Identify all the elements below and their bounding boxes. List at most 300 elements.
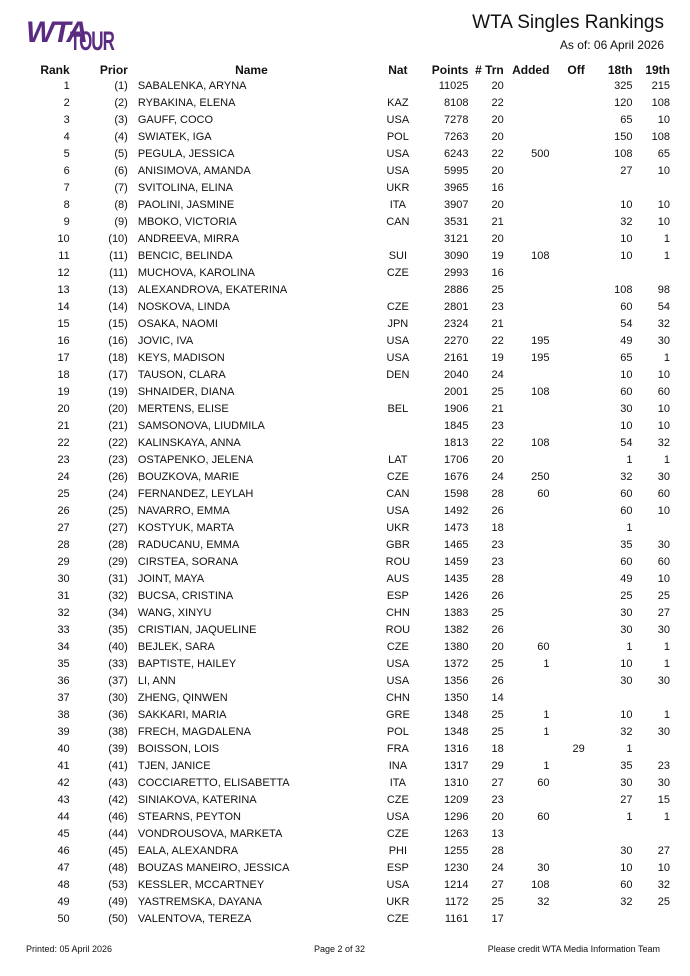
cell-player-name: BOISSON, LOIS xyxy=(137,742,220,755)
cell-off xyxy=(549,77,584,94)
cell-18th: 10 xyxy=(620,368,633,381)
cell-tournaments: 20 xyxy=(491,640,504,653)
cell-added: 108 xyxy=(531,436,550,449)
rankings-table xyxy=(24,62,670,927)
cell-points: 1161 xyxy=(444,912,469,925)
cell-added: 108 xyxy=(531,385,550,398)
table-row xyxy=(24,179,670,196)
cell-19th: 10 xyxy=(657,861,670,874)
cell-18th: 60 xyxy=(620,487,633,500)
cell-prior-rank: (50) xyxy=(108,912,128,925)
cell-points: 1706 xyxy=(443,453,469,466)
cell-18th: 1 xyxy=(626,640,633,653)
table-row xyxy=(24,553,670,570)
cell-rank: 11 xyxy=(58,249,70,262)
cell-player-name: WANG, XINYU xyxy=(137,606,212,619)
cell-prior-rank: (37) xyxy=(108,674,128,687)
cell-off xyxy=(549,638,584,655)
cell-19th: 1 xyxy=(663,249,670,262)
cell-tournaments: 23 xyxy=(491,300,504,313)
cell-19th: 27 xyxy=(657,844,670,857)
wta-tour-logo-mark xyxy=(26,10,114,56)
table-row xyxy=(24,128,670,145)
cell-off xyxy=(549,417,584,434)
wta-tour-logo xyxy=(26,10,114,56)
cell-rank: 19 xyxy=(57,385,70,398)
table-row xyxy=(24,859,670,876)
cell-nationality xyxy=(375,383,421,400)
cell-player-name: OSAKA, NAOMI xyxy=(137,317,218,330)
table-row xyxy=(24,621,670,638)
as-of-date: As of: 06 April 2026 xyxy=(559,38,664,52)
cell-rank: 27 xyxy=(57,521,70,534)
cell-tournaments: 27 xyxy=(491,878,504,891)
cell-nationality: ITA xyxy=(389,776,406,789)
cell-tournaments: 20 xyxy=(491,198,504,211)
cell-added xyxy=(504,400,550,417)
cell-18th: 35 xyxy=(620,759,633,772)
cell-19th: 60 xyxy=(657,487,670,500)
cell-player-name: ANDREEVA, MIRRA xyxy=(137,232,240,245)
cell-nationality: LAT xyxy=(388,453,408,466)
cell-18th: 65 xyxy=(620,113,633,126)
cell-prior-rank: (22) xyxy=(108,436,128,449)
cell-19th: 27 xyxy=(657,606,670,619)
cell-18th: 60 xyxy=(620,504,633,517)
cell-tournaments: 25 xyxy=(491,606,504,619)
cell-off xyxy=(549,757,584,774)
cell-19th: 60 xyxy=(657,555,670,568)
cell-points: 1316 xyxy=(443,742,469,755)
cell-added xyxy=(504,417,550,434)
cell-added xyxy=(504,825,550,842)
cell-tournaments: 20 xyxy=(491,164,504,177)
cell-points: 1383 xyxy=(443,606,469,619)
cell-tournaments: 20 xyxy=(491,113,504,126)
cell-points: 2993 xyxy=(443,266,469,279)
cell-nationality xyxy=(375,77,421,94)
cell-tournaments: 25 xyxy=(491,385,504,398)
cell-added xyxy=(504,128,550,145)
cell-nationality: CHN xyxy=(385,691,410,704)
cell-rank: 1 xyxy=(63,79,70,92)
cell-off xyxy=(549,774,584,791)
cell-19th: 1 xyxy=(663,453,670,466)
cell-prior-rank: (17) xyxy=(108,368,128,381)
cell-rank: 33 xyxy=(57,623,70,636)
cell-added xyxy=(504,94,550,111)
cell-prior-rank: (44) xyxy=(108,827,128,840)
cell-points: 1459 xyxy=(443,555,469,568)
cell-prior-rank: (46) xyxy=(108,810,128,823)
cell-points: 1348 xyxy=(443,708,469,721)
cell-points: 1350 xyxy=(443,691,469,704)
cell-nationality: GBR xyxy=(385,538,410,551)
cell-off xyxy=(549,910,584,927)
cell-rank: 18 xyxy=(57,368,70,381)
cell-off xyxy=(549,281,584,298)
cell-rank: 34 xyxy=(57,640,70,653)
cell-prior-rank: (14) xyxy=(108,300,128,313)
col-header-tournaments: # Trn xyxy=(475,62,504,77)
cell-nationality: ROU xyxy=(385,555,411,568)
cell-added xyxy=(504,264,550,281)
cell-added xyxy=(504,689,550,706)
cell-added: 60 xyxy=(537,487,550,500)
cell-18th: 35 xyxy=(620,538,633,551)
cell-off xyxy=(549,859,584,876)
cell-18th: 30 xyxy=(620,402,633,415)
cell-nationality: ESP xyxy=(386,861,409,874)
cell-added: 60 xyxy=(537,810,550,823)
cell-18th: 30 xyxy=(620,844,633,857)
cell-added xyxy=(504,502,550,519)
svg-text:TOUR: TOUR xyxy=(70,24,114,56)
svg-text:WTA: WTA xyxy=(26,16,87,49)
table-row xyxy=(24,638,670,655)
cell-off xyxy=(549,689,584,706)
cell-player-name: TJEN, JANICE xyxy=(137,759,211,772)
cell-tournaments: 28 xyxy=(491,572,504,585)
cell-rank: 3 xyxy=(63,113,70,126)
cell-player-name: NAVARRO, EMMA xyxy=(137,504,230,517)
cell-18th xyxy=(585,179,633,196)
cell-player-name: BAPTISTE, HAILEY xyxy=(137,657,237,670)
cell-19th: 30 xyxy=(657,623,670,636)
cell-added xyxy=(504,196,550,213)
table-row xyxy=(24,315,670,332)
table-row xyxy=(24,383,670,400)
cell-player-name: VALENTOVA, TEREZA xyxy=(137,912,252,925)
cell-nationality: UKR xyxy=(386,181,410,194)
cell-points: 1906 xyxy=(443,402,469,415)
cell-off xyxy=(549,349,584,366)
table-row xyxy=(24,825,670,842)
page-number: Page 2 of 32 xyxy=(314,944,366,954)
printed-date: Printed: 05 April 2026 xyxy=(26,944,113,954)
cell-nationality: USA xyxy=(386,351,410,364)
cell-player-name: SABALENKA, ARYNA xyxy=(137,79,247,92)
table-row xyxy=(24,604,670,621)
table-row xyxy=(24,536,670,553)
cell-added: 108 xyxy=(531,878,550,891)
col-header-nat: Nat xyxy=(388,62,408,77)
cell-points: 1465 xyxy=(443,538,469,551)
cell-prior-rank: (48) xyxy=(108,861,128,874)
table-row xyxy=(24,791,670,808)
cell-tournaments: 22 xyxy=(491,334,504,347)
cell-tournaments: 26 xyxy=(491,504,504,517)
cell-prior-rank: (3) xyxy=(114,113,128,126)
cell-points: 1598 xyxy=(443,487,469,500)
cell-18th: 27 xyxy=(620,164,633,177)
cell-points: 1492 xyxy=(443,504,469,517)
cell-nationality: USA xyxy=(386,674,410,687)
cell-added xyxy=(504,162,550,179)
cell-player-name: CRISTIAN, JAQUELINE xyxy=(137,623,257,636)
cell-player-name: MUCHOVA, KAROLINA xyxy=(137,266,255,279)
cell-off xyxy=(549,655,584,672)
cell-prior-rank: (39) xyxy=(108,742,128,755)
cell-rank: 12 xyxy=(57,266,70,279)
cell-points: 2324 xyxy=(443,317,469,330)
cell-points: 3121 xyxy=(443,232,469,245)
cell-18th: 32 xyxy=(620,470,633,483)
cell-off: 29 xyxy=(572,742,585,755)
cell-rank: 35 xyxy=(57,657,70,670)
cell-rank: 6 xyxy=(63,164,70,177)
cell-off xyxy=(549,128,584,145)
table-row xyxy=(24,366,670,383)
cell-tournaments: 24 xyxy=(491,470,504,483)
cell-points: 8108 xyxy=(443,96,469,109)
cell-points: 1317 xyxy=(443,759,469,772)
cell-nationality: BEL xyxy=(387,402,409,415)
cell-19th: 32 xyxy=(657,436,670,449)
cell-rank: 24 xyxy=(57,470,70,483)
cell-off xyxy=(549,264,584,281)
cell-18th: 27 xyxy=(620,793,633,806)
cell-points: 1263 xyxy=(443,827,469,840)
cell-19th: 108 xyxy=(651,130,670,143)
cell-prior-rank: (34) xyxy=(108,606,128,619)
cell-player-name: BENCIC, BELINDA xyxy=(137,249,233,262)
cell-player-name: VONDROUSOVA, MARKETA xyxy=(137,827,283,840)
cell-18th: 10 xyxy=(620,708,633,721)
cell-player-name: KOSTYUK, MARTA xyxy=(137,521,235,534)
cell-18th: 32 xyxy=(620,725,633,738)
cell-player-name: KEYS, MADISON xyxy=(137,351,225,364)
cell-18th: 30 xyxy=(620,776,633,789)
cell-19th: 215 xyxy=(651,79,670,92)
cell-player-name: FRECH, MAGDALENA xyxy=(137,725,251,738)
cell-19th: 25 xyxy=(657,895,670,908)
table-row xyxy=(24,757,670,774)
cell-prior-rank: (18) xyxy=(108,351,128,364)
table-row xyxy=(24,842,670,859)
cell-19th: 1 xyxy=(663,232,670,245)
cell-nationality: CAN xyxy=(386,215,410,228)
cell-nationality: ITA xyxy=(389,198,406,211)
cell-tournaments: 13 xyxy=(491,827,504,840)
col-header-19th: 19th xyxy=(645,62,670,77)
cell-prior-rank: (31) xyxy=(108,572,128,585)
cell-19th xyxy=(633,179,670,196)
cell-off xyxy=(549,706,584,723)
cell-prior-rank: (15) xyxy=(108,317,128,330)
cell-points: 1426 xyxy=(443,589,469,602)
cell-nationality: USA xyxy=(386,878,410,891)
cell-rank: 25 xyxy=(57,487,70,500)
cell-18th: 108 xyxy=(614,147,633,160)
cell-added: 250 xyxy=(531,470,550,483)
cell-tournaments: 20 xyxy=(491,232,504,245)
cell-rank: 44 xyxy=(57,810,70,823)
cell-19th: 10 xyxy=(657,504,670,517)
cell-player-name: JOINT, MAYA xyxy=(137,572,205,585)
cell-19th: 10 xyxy=(657,402,670,415)
cell-off xyxy=(549,587,584,604)
cell-rank: 7 xyxy=(63,181,70,194)
cell-19th: 1 xyxy=(663,640,670,653)
cell-points: 2886 xyxy=(443,283,469,296)
cell-rank: 20 xyxy=(57,402,70,415)
cell-rank: 36 xyxy=(57,674,70,687)
cell-tournaments: 26 xyxy=(491,589,504,602)
cell-off xyxy=(549,672,584,689)
cell-off xyxy=(549,468,584,485)
cell-nationality: INA xyxy=(388,759,408,772)
cell-prior-rank: (35) xyxy=(108,623,128,636)
cell-nationality: USA xyxy=(386,147,410,160)
cell-points: 1813 xyxy=(443,436,469,449)
cell-off xyxy=(549,434,584,451)
col-header-off: Off xyxy=(567,62,585,77)
cell-prior-rank: (2) xyxy=(114,96,128,109)
cell-rank: 45 xyxy=(57,827,70,840)
cell-off xyxy=(549,893,584,910)
cell-19th: 25 xyxy=(657,589,670,602)
cell-tournaments: 20 xyxy=(491,79,504,92)
cell-added: 60 xyxy=(537,776,550,789)
cell-points: 1372 xyxy=(443,657,469,670)
cell-18th: 30 xyxy=(620,623,633,636)
cell-points: 2270 xyxy=(443,334,469,347)
cell-tournaments: 21 xyxy=(491,317,504,330)
cell-18th: 1 xyxy=(626,810,633,823)
cell-off xyxy=(549,315,584,332)
cell-prior-rank: (26) xyxy=(108,470,128,483)
table-row xyxy=(24,485,670,502)
cell-prior-rank: (20) xyxy=(108,402,128,415)
cell-rank: 15 xyxy=(57,317,70,330)
cell-19th: 23 xyxy=(657,759,670,772)
cell-points: 11025 xyxy=(438,79,469,92)
cell-tournaments: 23 xyxy=(491,793,504,806)
cell-added xyxy=(504,791,550,808)
cell-tournaments: 19 xyxy=(491,249,504,262)
cell-points: 1473 xyxy=(443,521,469,534)
cell-prior-rank: (41) xyxy=(108,759,128,772)
cell-rank: 42 xyxy=(57,776,70,789)
cell-tournaments: 25 xyxy=(491,657,504,670)
cell-off xyxy=(549,502,584,519)
cell-nationality: SUI xyxy=(388,249,408,262)
cell-nationality: CZE xyxy=(386,827,409,840)
table-row xyxy=(24,247,670,264)
cell-nationality: USA xyxy=(386,334,410,347)
cell-nationality: POL xyxy=(386,725,409,738)
table-row xyxy=(24,587,670,604)
table-row xyxy=(24,808,670,825)
table-row xyxy=(24,417,670,434)
table-row xyxy=(24,332,670,349)
cell-rank: 50 xyxy=(57,912,70,925)
cell-added xyxy=(504,621,550,638)
cell-tournaments: 22 xyxy=(491,96,504,109)
cell-nationality: JPN xyxy=(387,317,409,330)
cell-added xyxy=(504,111,550,128)
cell-tournaments: 24 xyxy=(491,368,504,381)
cell-points: 1356 xyxy=(443,674,469,687)
cell-nationality: CZE xyxy=(386,640,409,653)
cell-nationality: CZE xyxy=(386,793,409,806)
cell-points: 6243 xyxy=(443,147,469,160)
cell-added xyxy=(504,366,550,383)
cell-tournaments: 26 xyxy=(491,623,504,636)
cell-player-name: SVITOLINA, ELINA xyxy=(137,181,234,194)
cell-player-name: MBOKO, VICTORIA xyxy=(137,215,237,228)
col-header-18th: 18th xyxy=(607,62,633,77)
cell-off xyxy=(549,536,584,553)
cell-added xyxy=(504,842,550,859)
cell-points: 3090 xyxy=(443,249,469,262)
cell-player-name: OSTAPENKO, JELENA xyxy=(137,453,254,466)
cell-rank: 48 xyxy=(57,878,70,891)
cell-points: 1214 xyxy=(443,878,469,891)
cell-18th: 32 xyxy=(620,215,633,228)
cell-added xyxy=(504,451,550,468)
cell-prior-rank: (16) xyxy=(108,334,128,347)
cell-prior-rank: (33) xyxy=(108,657,128,670)
cell-19th: 30 xyxy=(657,334,670,347)
cell-19th: 30 xyxy=(657,538,670,551)
table-row xyxy=(24,893,670,910)
cell-nationality xyxy=(375,417,421,434)
cell-added: 32 xyxy=(537,895,550,908)
cell-nationality: ROU xyxy=(385,623,411,636)
cell-off xyxy=(549,842,584,859)
cell-player-name: EALA, ALEXANDRA xyxy=(137,844,239,857)
cell-tournaments: 27 xyxy=(491,776,504,789)
cell-nationality: CZE xyxy=(386,470,409,483)
cell-player-name: BEJLEK, SARA xyxy=(137,640,215,653)
table-row xyxy=(24,655,670,672)
cell-prior-rank: (13) xyxy=(108,283,128,296)
cell-18th: 1 xyxy=(626,453,633,466)
cell-player-name: COCCIARETTO, ELISABETTA xyxy=(137,776,290,789)
cell-off xyxy=(549,196,584,213)
cell-rank: 46 xyxy=(57,844,70,857)
cell-player-name: LI, ANN xyxy=(137,674,176,687)
cell-tournaments: 28 xyxy=(491,487,504,500)
cell-prior-rank: (53) xyxy=(108,878,128,891)
cell-18th: 60 xyxy=(620,300,633,313)
cell-player-name: ANISIMOVA, AMANDA xyxy=(137,164,251,177)
cell-points: 1435 xyxy=(443,572,469,585)
cell-rank: 49 xyxy=(57,895,70,908)
cell-nationality: UKR xyxy=(386,521,410,534)
cell-off xyxy=(549,162,584,179)
cell-rank: 40 xyxy=(57,742,70,755)
cell-prior-rank: (38) xyxy=(108,725,128,738)
cell-prior-rank: (5) xyxy=(114,147,128,160)
cell-18th: 25 xyxy=(620,589,633,602)
cell-player-name: PAOLINI, JASMINE xyxy=(137,198,235,211)
cell-player-name: PEGULA, JESSICA xyxy=(137,147,235,160)
cell-18th xyxy=(585,264,633,281)
cell-19th: 30 xyxy=(657,470,670,483)
cell-player-name: GAUFF, COCO xyxy=(137,113,214,126)
cell-points: 1348 xyxy=(443,725,469,738)
cell-points: 1676 xyxy=(443,470,469,483)
cell-tournaments: 26 xyxy=(491,674,504,687)
cell-rank: 10 xyxy=(57,232,70,245)
cell-added xyxy=(504,315,550,332)
cell-prior-rank: (19) xyxy=(108,385,128,398)
cell-prior-rank: (30) xyxy=(108,691,128,704)
cell-points: 2040 xyxy=(443,368,469,381)
